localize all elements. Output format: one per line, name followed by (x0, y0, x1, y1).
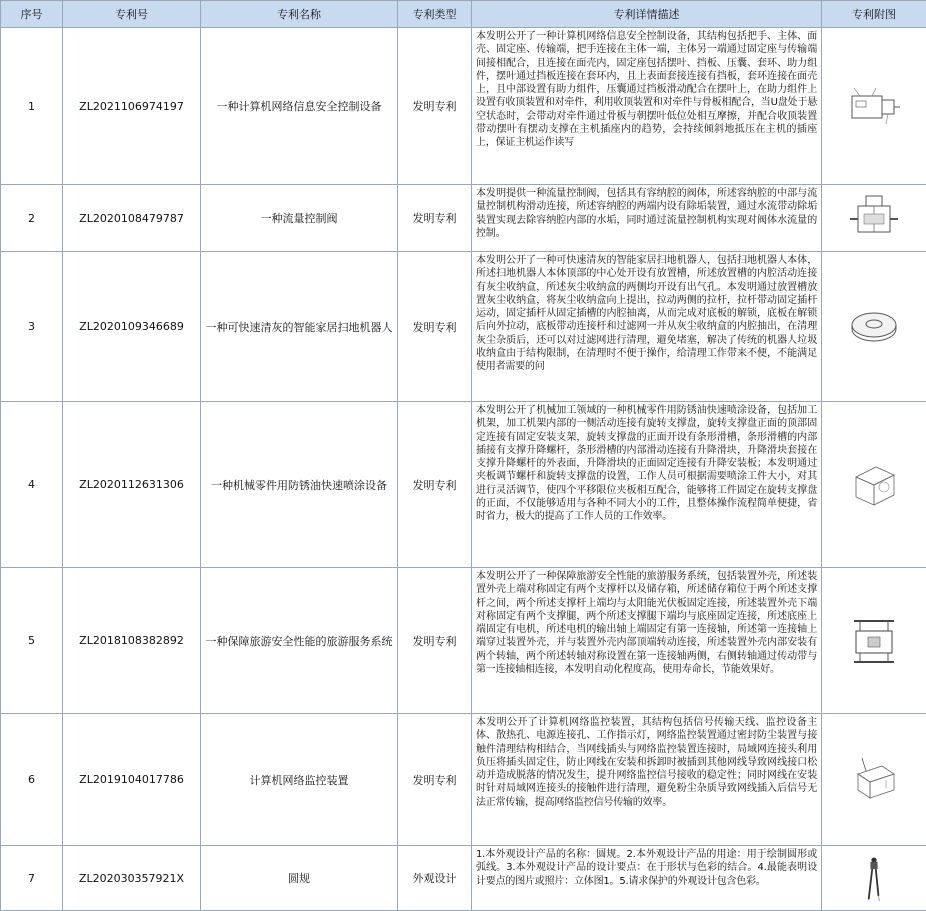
cell-figure (822, 28, 926, 185)
table-row (1, 28, 926, 185)
robot-drawing-icon (846, 299, 902, 355)
header-patent-description: 专利详情描述 (472, 1, 822, 28)
cell-index: 1 (1, 28, 63, 185)
header-patent-name: 专利名称 (201, 1, 398, 28)
cell-index: 3 (1, 252, 63, 402)
spray-equipment-drawing-icon (846, 457, 902, 513)
cell-description: 本发明公开了一种保障旅游安全性能的旅游服务系统，包括装置外壳，所述装置外壳上端对称固定有两个支撑杆以及储存箱，所述储存箱位于两个所述支撑杆之间，两个所述支撑杆上端均与太阳能光伏板固定连接，所述装置外壳下端对称固定有两个支撑腿，两个所述支撑腿下端均与底座固定连接，所述底座上端固定有电机，所述电机的输出轴上端固定有第一连接轴，所述第一连接轴上端穿过装置外壳，并与装置外壳内部顶端转动连接，所述装置外壳内部安装有两个转轴，两个所述转轴对称设置在第一连接轴两侧，右侧转轴通过传动带与第一连接轴相连接，本发明自动化程度高，使用寿命长，节能效果好。 (476, 570, 817, 711)
table-row (1, 714, 926, 846)
header-index: 序号 (1, 1, 63, 28)
header-patent-number: 专利号 (63, 1, 201, 28)
cell-index: 5 (1, 568, 63, 714)
cell-patent-number: ZL202030357921X (63, 846, 201, 911)
cell-description: 本发明公开了机械加工领域的一种机械零件用防锈油快速喷涂设备，包括加工机架，加工机架内部的一侧活动连接有旋转支撑盘，旋转支撑盘正面的顶部固定连接有固定安装支架，旋转支撑盘的正面开设有条形滑槽，条形滑槽的内部插接有支撑升降螺杆，条形滑槽的内部滑动连接有升降滑块，升降滑块套接在支撑升降螺杆的外表面，升降滑块的正面固定连接有升降安装板；本发明通过夹板调节螺杆和旋转支撑盘的设置，工作人员可根据需要喷涂工件大小，对其进行灵活调节，使四个平移限位夹板相互配合，能够将工件固定在旋转支撑盘的正面，不仅能够适用与各种不同大小的工件，且整体操作流程简单便捷，省时省力，极大的提高了工作人员的工作效率。 (476, 404, 817, 565)
cell-patent-number: ZL2020109346689 (63, 252, 201, 402)
device-drawing-icon (846, 78, 902, 134)
cell-patent-name: 一种计算机网络信息安全控制设备 (201, 28, 398, 185)
cell-patent-number: ZL2020108479787 (63, 185, 201, 252)
cell-index: 7 (1, 846, 63, 911)
valve-drawing-icon (846, 190, 902, 246)
cell-patent-name: 一种保障旅游安全性能的旅游服务系统 (201, 568, 398, 714)
cell-patent-number: ZL2018108382892 (63, 568, 201, 714)
header-patent-figure: 专利附图 (822, 1, 926, 28)
table-row (1, 185, 926, 252)
cell-figure (822, 714, 926, 846)
cell-patent-name: 计算机网络监控装置 (201, 714, 398, 846)
cell-patent-type: 发明专利 (398, 185, 472, 252)
cell-patent-type: 外观设计 (398, 846, 472, 911)
cell-patent-name: 圆规 (201, 846, 398, 911)
cell-patent-number: ZL2020112631306 (63, 402, 201, 568)
cell-description: 本发明公开了计算机网络监控装置，其结构包括信号传输天线、监控设备主体、散热孔、电源连接孔、工作指示灯，网络监控装置通过密封防尘装置与接触件清理结构相结合，当网线插头与网络监控装置连接时，局域网连接头利用负压将插头固定住，防止网线在安装和拆卸时被插到其他网线导致网线接口松动并造成脱落的情况发生，提升网络监控信号接收的稳定性；同时网线在安装时针对局域网连接头的接触件进行清理，避免粉尘杂质导致网线插入后信号无法正常传输，提高网络监控信号传输的效率。 (476, 716, 817, 843)
table-row (1, 846, 926, 911)
cell-patent-name: 一种流量控制阀 (201, 185, 398, 252)
cell-figure (822, 402, 926, 568)
cell-patent-type: 发明专利 (398, 402, 472, 568)
monitor-drawing-icon (846, 752, 902, 808)
table-row (1, 252, 926, 402)
header-row (1, 1, 926, 28)
cell-figure (822, 846, 926, 911)
cell-patent-type: 发明专利 (398, 252, 472, 402)
cell-patent-type: 发明专利 (398, 568, 472, 714)
cell-description: 本发明公开了一种可快速清灰的智能家居扫地机器人，包括扫地机器人本体，所述扫地机器人本体顶部的中心处开设有放置槽，所述放置槽的内腔活动连接有灰尘收纳盒，所述灰尘收纳盒的两侧均开设有出气孔。本发明通过放置槽放置灰尘收纳盒，将灰尘收纳盒向上提出，拉动两侧的拉杆，拉杆带动固定插杆运动，固定插杆从固定插槽的内腔抽离，从而完成对底板的解锁，底板在解锁后向外拉动，底板带动连接杆和过滤网一并从灰尘收纳盒的内腔抽出，在清理灰尘杂质后，还可以对过滤网进行清理，避免堵塞，解决了传统的机器人垃圾收纳盒由于结构限制，在清理时不便于操作，给清理工作带来不便，不能满足使用者需要的问 (476, 254, 817, 399)
cell-description: 1.本外观设计产品的名称：圆规。2.本外观设计产品的用途：用于绘制圆形或弧线。3.本外观设计产品的设计要点：在于形状与色彩的结合。4.最能表明设计要点的图片或照片：立体图1。5.请求保护的外观设计包含色彩。 (476, 848, 817, 908)
table-row (1, 402, 926, 568)
cell-description: 本发明提供一种流量控制阀，包括具有容纳腔的阀体，所述容纳腔的中部与流量控制机构滑动连接，所述容纳腔的两端内设有除垢装置，通过水流带动除垢装置实现去除容纳腔内部的水垢，同时通过流量控制机构实现对阀体水流量的控制。 (476, 187, 817, 249)
cell-index: 2 (1, 185, 63, 252)
compass-photo-icon (846, 853, 902, 903)
cell-index: 4 (1, 402, 63, 568)
cell-patent-name: 一种机械零件用防锈油快速喷涂设备 (201, 402, 398, 568)
cell-patent-name: 一种可快速清灰的智能家居扫地机器人 (201, 252, 398, 402)
cell-patent-type: 发明专利 (398, 28, 472, 185)
header-patent-type: 专利类型 (398, 1, 472, 28)
cell-index: 6 (1, 714, 63, 846)
cell-figure (822, 185, 926, 252)
cell-patent-number: ZL2021106974197 (63, 28, 201, 185)
cell-figure (822, 568, 926, 714)
cell-patent-number: ZL2019104017786 (63, 714, 201, 846)
cell-patent-type: 发明专利 (398, 714, 472, 846)
table-row (1, 568, 926, 714)
cell-description: 本发明公开了一种计算机网络信息安全控制设备，其结构包括把手、主体、面壳、固定座、传输端，把手连接在主体一端，主体另一端通过固定座与传输端间接相配合，且连接在面壳内，固定座包括摆叶、挡板、压囊、套环、助力组件，摆叶通过挡板连接在套环内，且上表面套接连接有挡板，套环连接在面壳上，且中部设置有助力组件，压囊通过挡板滑动配合在摆叶上，在助力组件上设置有收顶装置和对牵件，利用收顶装置和对牵件与骨板相配合，当U盘处于悬空状态时，会带动对牵件通过骨板与朝摆叶低位处相互摩擦，并配合收顶装置带动摆叶有摆动支撑在主机插座内的趋势，会持续倾斜地抵压在主机的插座上，保证主机运作读写 (476, 30, 817, 182)
cell-figure (822, 252, 926, 402)
tourism-system-drawing-icon (846, 613, 902, 669)
